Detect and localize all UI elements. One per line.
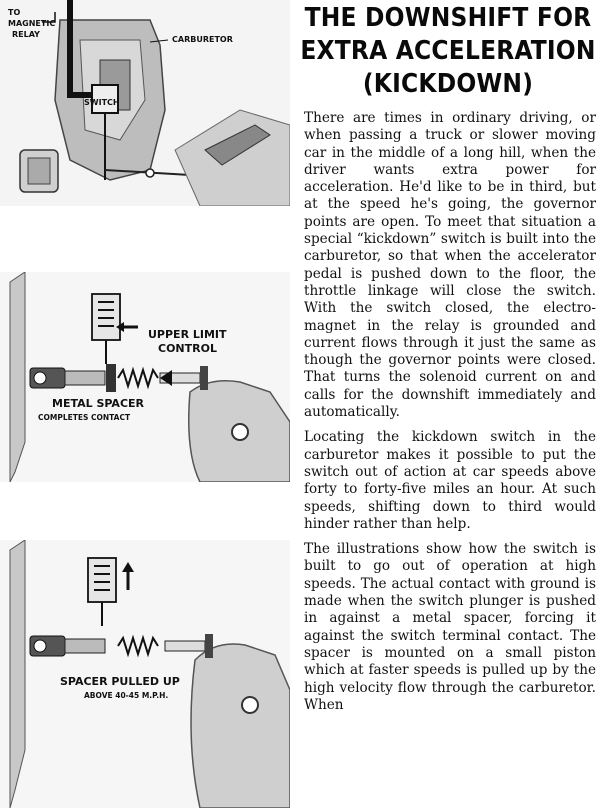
label-relay: RELAY	[12, 30, 40, 39]
spacer-pulled-drawing	[0, 540, 290, 808]
label-control: CONTROL	[158, 342, 217, 355]
label-spacer-pulled-up: SPACER PULLED UP	[60, 675, 180, 688]
title-line-2: EXTRA ACCELERATION	[300, 36, 596, 66]
title-line-3: (KICKDOWN)	[362, 69, 534, 99]
label-magnetic: MAGNETIC	[8, 19, 56, 28]
article-body	[304, 110, 596, 722]
label-switch: SWITCH	[84, 98, 120, 107]
spacer-pulled-up-illustration	[0, 540, 290, 808]
label-metal-spacer: METAL SPACER	[52, 397, 145, 410]
spacer-contact-drawing	[0, 272, 290, 482]
metal-spacer-illustration	[0, 272, 290, 482]
article-title	[300, 2, 596, 101]
carburetor-drawing	[0, 0, 290, 206]
paragraph-2: Locating the kickdown switch in the carburetor makes it possible to put the switch out of action at car speeds above forty to forty-five miles an hour. At such speeds, shifting down to third would hinder rather than help.	[304, 429, 596, 532]
label-upper-limit: UPPER LIMIT	[148, 328, 227, 341]
paragraph-1: There are times in ordinary driving, or when passing a truck or slower moving car in the middle of a long hill, when the driver wants extra power for acceleration. He'd like to be in third, but at the speed he's going, the governor points are open. To meet that situation a special “kickdown” switch is built into the carburetor, so that when the accelerator pedal is pushed down to the floor, the throttle linkage will close the switch. With the switch closed, the electro-magnet in the relay is grounded and current flows through it just the same as though the governor points were closed. That turns the solenoid current on and calls for the downshift immediately and automatically.	[304, 110, 596, 421]
title-line-1: THE DOWNSHIFT FOR	[304, 3, 592, 33]
label-carburetor: CARBURETOR	[172, 35, 233, 44]
paragraph-3: The illustrations show how the switch is built to go out of operation at high speeds. The actual contact with ground is made when the switch plunger is pushed in against a metal spacer, forcing it against the switch terminal contact. The spacer is mounted on a small piston which at faster speeds is pulled up by the high velocity flow through the carburetor. When	[304, 541, 596, 713]
label-to: TO	[8, 8, 21, 17]
label-above-speed: ABOVE 40-45 M.P.H.	[84, 691, 169, 700]
label-completes-contact: COMPLETES CONTACT	[38, 413, 131, 422]
carburetor-switch-illustration	[0, 0, 290, 206]
